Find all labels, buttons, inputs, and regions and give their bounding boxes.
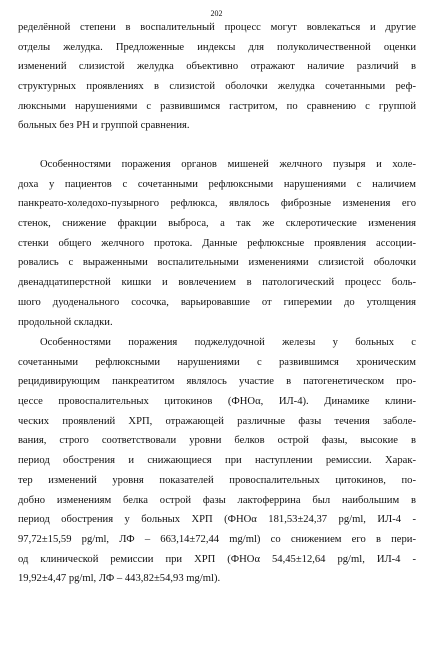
text-line: 97,72±15,59 pg/ml, ЛФ – 663,14±72,44 mg/ml) со снижением его в пери-: [18, 533, 416, 545]
text-line: период обострения у больных ХРП (ФНОα 181,53±24,37 pg/ml, ИЛ-4 -: [18, 514, 416, 526]
text-line: вания, строго соответствовали уровни белков острой фазы, высокие в: [18, 435, 416, 447]
text-line: период обострения и снижающиеся при наступлении ремиссии. Харак-: [18, 455, 416, 467]
text-line: ровались с выраженными воспалительными изменениями слизистой оболочки: [18, 257, 416, 269]
text-line: стенки общего желчного протока. Данные рефлюксные проявления ассоции-: [18, 237, 416, 249]
text-line: стенок, снижение фракции выброса, а так же склеротические изменения: [18, 218, 416, 230]
text-line: люксными нарушениями с развившимся гастритом, по сравнению с группой: [18, 100, 416, 112]
text-line: тер изменений уровня показателей провоспалительных цитокинов, по-: [18, 474, 416, 486]
text-line: од клинической ремиссии при ХРП (ФНОα 54,45±12,64 pg/ml, ИЛ-4 -: [18, 553, 416, 565]
page-number: 202: [210, 9, 223, 18]
text-line: двенадцатиперстной кишки и вовлечением в патологический процесс боль-: [18, 277, 416, 289]
text-line: шого дуоденального сосочка, варьировавшие от гиперемии до утолщения: [18, 296, 416, 308]
text-line: отделы желудка. Предложенные индексы для полуколичественной оценки: [18, 41, 416, 53]
text-line: цессе провоспалительных цитокинов (ФНОα, ИЛ-4). Динамике клини-: [18, 396, 416, 408]
text-line: панкреато-холедохо-пузырного рефлюкса, являлось фиброзные изменения его: [18, 198, 416, 210]
text-line: сочетанными рефлюксными нарушениями с развившимся хроническим: [18, 356, 416, 368]
text-line: продольной складки.: [18, 316, 113, 328]
text-line: добно изменениям белка острой фазы лактоферрина был наибольшим в: [18, 494, 416, 506]
text-line: ческих проявлений ХРП, отражающей различные фазы течения заболе-: [18, 415, 416, 427]
paragraph-1: [18, 18, 416, 136]
text-line: рецидивирующим панкреатитом являлось участие в патогенетическом про-: [18, 376, 416, 388]
paragraph-2: [18, 155, 416, 332]
text-line: ределённой степени в воспалительный процесс могут вовлекаться и другие: [18, 22, 416, 33]
text-line: изменений слизистой желудка объективно отражают наличие различий в: [18, 61, 416, 73]
text-line: доха у пациентов с сочетанными рефлюксными нарушениями с наличием: [18, 178, 416, 190]
text-line: больных без РН и группой сравнения.: [18, 120, 190, 132]
text-line: Особенностями поражения органов мишеней желчного пузыря и холе-: [40, 159, 416, 170]
paragraph-3: [18, 333, 416, 589]
text-line: 19,92±4,47 pg/ml, ЛФ – 443,82±54,93 mg/ml).: [18, 573, 221, 585]
text-line: Особенностями поражения поджелудочной железы у больных с: [40, 337, 416, 348]
text-line: структурных проявлениях в слизистой оболочки желудка сочетанными реф-: [18, 81, 416, 93]
